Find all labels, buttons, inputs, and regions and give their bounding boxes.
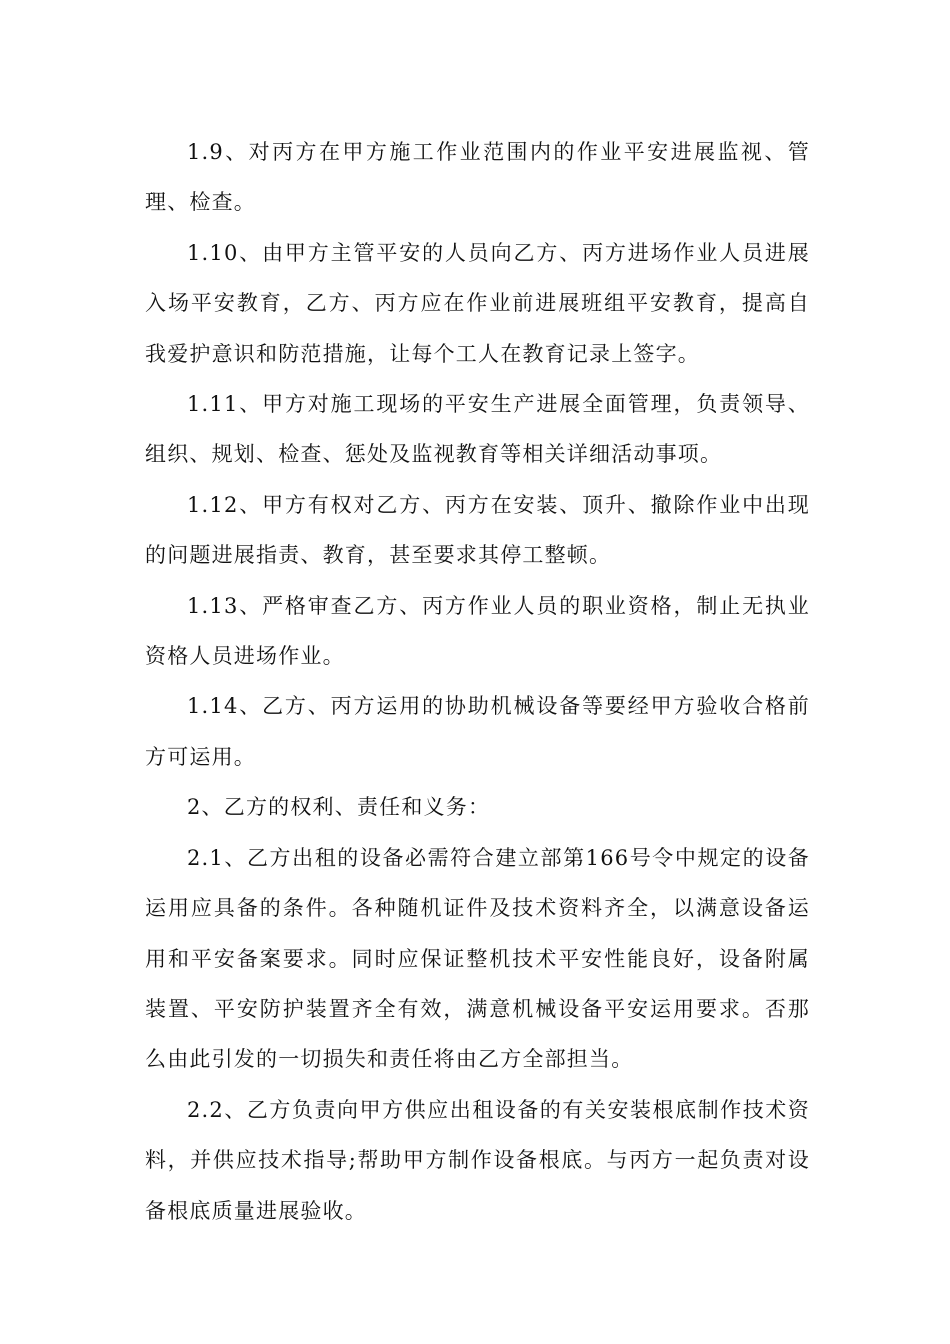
paragraph-1-10: 1.10、由甲方主管平安的人员向乙方、丙方进场作业人员进展入场平安教育，乙方、丙方应在作业前进展班组平安教育，提高自我爱护意识和防范措施，让每个工人在教育记录上签字。 — [145, 240, 810, 366]
paragraph-2-1: 2.1、乙方出租的设备必需符合建立部第166号令中规定的设备运用应具备的条件。各种随机证件及技术资料齐全，以满意设备运用和平安备案要求。同时应保证整机技术平安性能良好，设备附属装置、平安防护装置齐全有效，满意机械设备平安运用要求。否那么由此引发的一切损失和责任将由乙方全部担当。 — [145, 845, 810, 1072]
paragraph-1-9: 1.9、对丙方在甲方施工作业范围内的作业平安进展监视、管理、检查。 — [145, 140, 810, 215]
paragraph-1-14: 1.14、乙方、丙方运用的协助机械设备等要经甲方验收合格前方可运用。 — [145, 694, 810, 769]
paragraph-1-11: 1.11、甲方对施工现场的平安生产进展全面管理，负责领导、组织、规划、检查、惩处及监视教育等相关详细活动事项。 — [145, 392, 810, 467]
paragraph-1-13: 1.13、严格审查乙方、丙方作业人员的职业资格，制止无执业资格人员进场作业。 — [145, 593, 810, 669]
paragraph-2-2: 2.2、乙方负责向甲方供应出租设备的有关安装根底制作技术资料，并供应技术指导;帮助甲方制作设备根底。与丙方一起负责对设备根底质量进展验收。 — [145, 1097, 810, 1223]
section-heading-2: 2、乙方的权利、责任和义务： — [187, 795, 491, 820]
document-body — [145, 127, 810, 1236]
paragraph-1-12: 1.12、甲方有权对乙方、丙方在安装、顶升、撤除作业中出现的问题进展指责、教育，甚至要求其停工整顿。 — [145, 492, 810, 568]
